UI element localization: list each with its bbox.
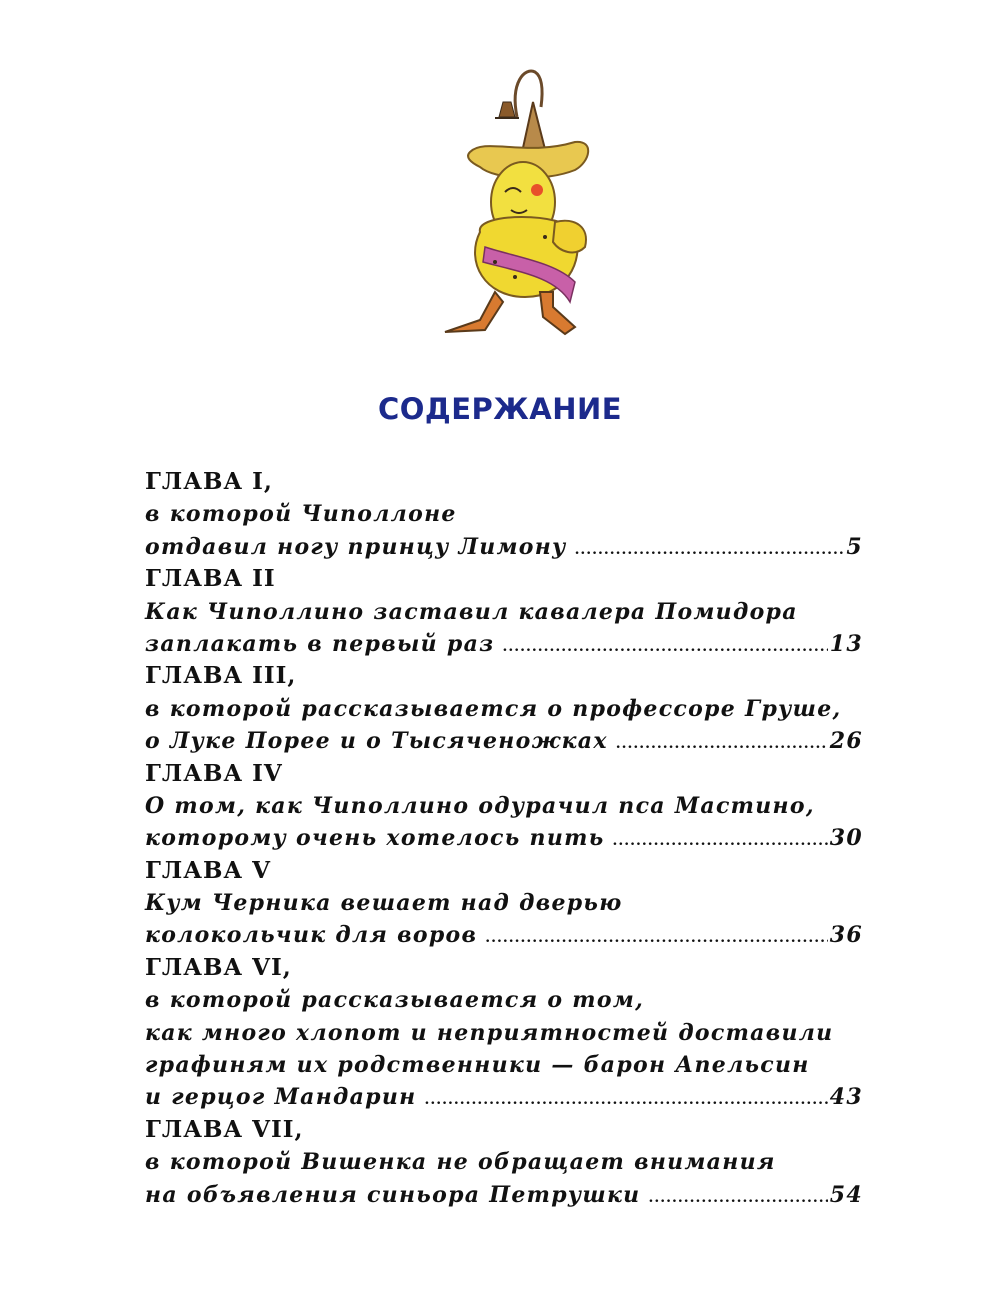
page-number: 26: [829, 728, 863, 755]
chapter-heading: ГЛАВА V: [145, 856, 271, 884]
chapter-title-line: в которой Вишенка не обращает внимания: [145, 1149, 776, 1176]
chapter-title-line: отдавил ногу принцу Лимону: [145, 533, 567, 560]
page-number: 43: [829, 1084, 863, 1111]
chapter-title-line: заплакать в первый раз: [145, 630, 495, 657]
dot-leader: [425, 1081, 828, 1116]
chapter-title-line: Как Чиполлино заставил кавалера Помидора: [145, 598, 798, 625]
toc-entry[interactable]: [145, 1179, 863, 1211]
page-number: 54: [829, 1181, 863, 1208]
dot-leader: [575, 531, 845, 566]
dot-leader: [616, 725, 828, 760]
chapter-title-line: Кум Черника вешает над дверью: [145, 890, 623, 917]
toc-entry[interactable]: [145, 919, 863, 951]
chapter-title-line: колокольчик для воров: [145, 922, 478, 949]
toc-entry[interactable]: [145, 725, 863, 757]
chapter-heading: ГЛАВА VI,: [145, 953, 292, 981]
chapter-title-line: в которой рассказывается о профессоре Груше,: [145, 695, 842, 722]
dot-leader: [648, 1179, 827, 1214]
chapter-heading: ГЛАВА VII,: [145, 1115, 304, 1143]
page-number: 30: [829, 825, 863, 852]
chapter-heading: ГЛАВА IV: [145, 759, 283, 787]
toc-entry[interactable]: [145, 1081, 863, 1113]
toc-entry[interactable]: [145, 822, 863, 854]
chapter-title-line: графиням их родственники — барон Апельсин: [145, 1052, 810, 1079]
chapter-title-line: о Луке Порее и о Тысяченожках: [145, 728, 608, 755]
toc-entry[interactable]: [145, 628, 863, 660]
chapter-heading: ГЛАВА I,: [145, 468, 273, 495]
chapter-title-line: как много хлопот и неприятностей доставили: [145, 1019, 834, 1046]
chapter-title-line: и герцог Мандарин: [145, 1084, 417, 1111]
chapter-title-line: на объявления синьора Петрушки: [145, 1181, 641, 1208]
page-number: 13: [829, 630, 863, 657]
chapter-heading: ГЛАВА III,: [145, 662, 297, 690]
dot-leader: [613, 822, 828, 857]
chapter-title-line: в которой рассказывается о том,: [145, 987, 645, 1014]
chapter-title-line: которому очень хотелось пить: [145, 825, 605, 852]
page-title: СОДЕРЖАНИЕ: [377, 392, 623, 426]
chapter-heading: ГЛАВА II: [145, 565, 276, 593]
chapter-title-line: О том, как Чиполлино одурачил пса Мастино,: [145, 792, 815, 819]
dot-leader: [503, 628, 828, 663]
page-number: 5: [846, 533, 863, 560]
chapter-title-line: в которой Чиполлоне: [145, 501, 457, 528]
character-illustration: [425, 62, 605, 347]
table-of-contents: [145, 466, 863, 1211]
page-number: 36: [829, 922, 863, 949]
toc-entry[interactable]: [145, 531, 863, 563]
dot-leader: [485, 919, 828, 954]
